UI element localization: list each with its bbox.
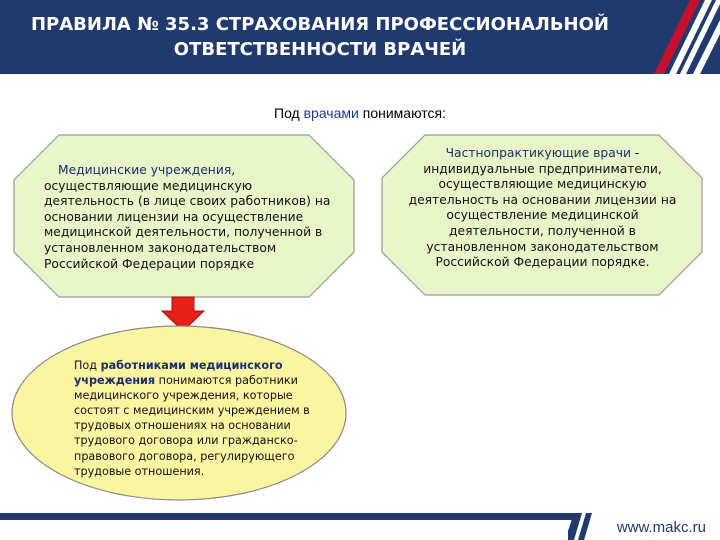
subtitle-highlight: врачами bbox=[303, 105, 359, 121]
title-line-2: ОТВЕТСТВЕННОСТИ ВРАЧЕЙ bbox=[173, 39, 467, 60]
right-box-bold: Частнопрактикующие врачи bbox=[445, 146, 631, 160]
left-box-bold: Медицинские учреждения bbox=[58, 163, 232, 177]
subtitle-suffix: понимаются: bbox=[358, 105, 446, 121]
footer-url[interactable]: www.makc.ru bbox=[616, 519, 706, 536]
footer-stripes-decoration bbox=[568, 513, 608, 540]
page-title bbox=[0, 12, 640, 62]
right-box-body: - индивидуальные предприниматели, осуществляющие медицинскую деятельность на основании лицензии на осуществление медицинской деятельности, полученной в установленном законодательством Российской Федерации порядке. bbox=[408, 146, 677, 270]
subtitle-prefix: Под bbox=[274, 105, 304, 121]
ellipse-text bbox=[74, 358, 320, 479]
footer-line bbox=[0, 513, 580, 520]
left-box-body: , осуществляющие медицинскую деятельность (в лице своих работников) на основании лицензии на осуществление медицинской деятельности, полученной в установленном законодательством Российской Федерации порядке bbox=[44, 163, 331, 271]
ellipse-bold: работниками медицинского учреждения bbox=[74, 359, 283, 388]
left-box-text bbox=[44, 163, 334, 272]
title-line-1: ПРАВИЛА № 35.3 СТРАХОВАНИЯ ПРОФЕССИОНАЛЬНОЙ bbox=[30, 14, 609, 35]
right-box-text bbox=[405, 146, 680, 271]
ellipse-body: понимаются работники медицинского учреждения, которые состоят с медицинским учреждением в трудовых отношениях на основании трудового договора или гражданско-правового договора, регулирующего трудовые отношения. bbox=[74, 374, 310, 478]
ellipse-prefix: Под bbox=[74, 359, 101, 372]
subtitle bbox=[200, 105, 520, 121]
header-stripes-decoration bbox=[650, 0, 720, 74]
header-bar bbox=[0, 0, 720, 74]
